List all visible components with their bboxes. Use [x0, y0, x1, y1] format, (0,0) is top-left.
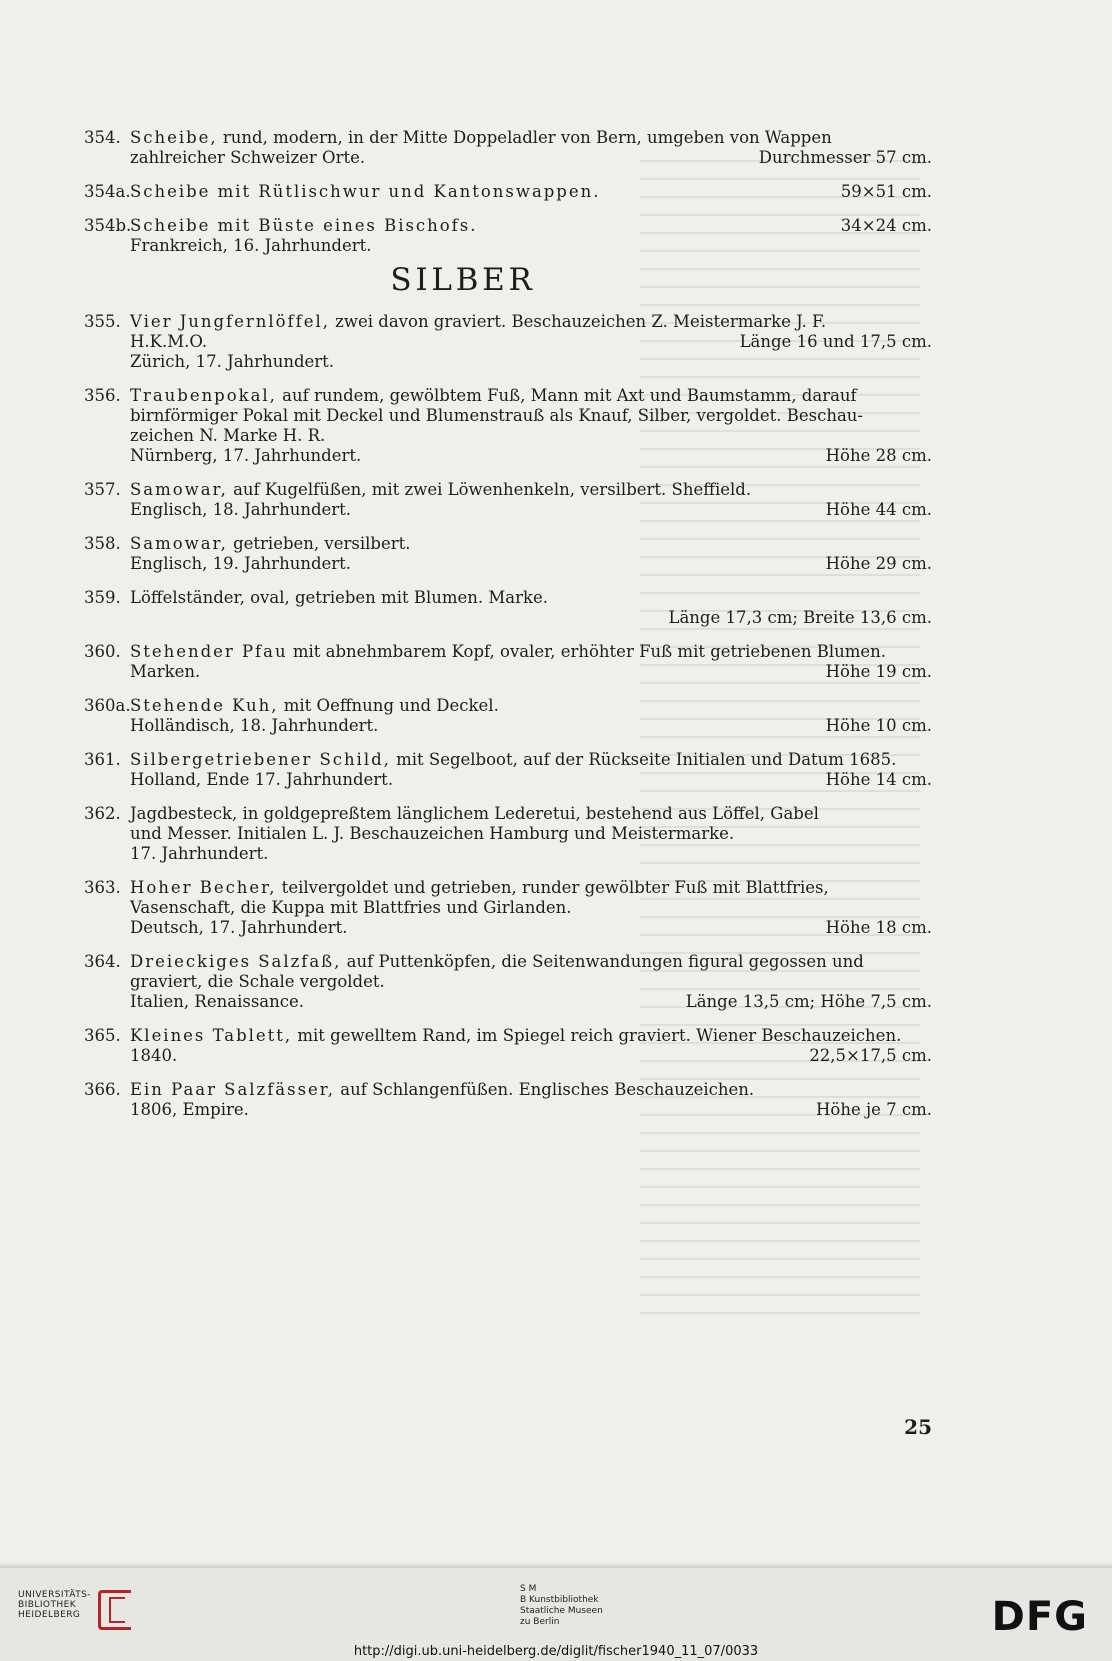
- entry-body: [130, 642, 932, 682]
- description: birnförmiger Pokal mit Deckel und Blumenstrauß als Knauf, Silber, vergoldet. Beschau-: [130, 406, 864, 425]
- entry-text: [130, 972, 385, 992]
- entry-line: [130, 426, 932, 446]
- object-name: Kleines Tablett,: [130, 1026, 293, 1045]
- entry-line: [130, 696, 932, 716]
- entry-text: [130, 992, 304, 1012]
- entry-number: 354b.: [84, 216, 132, 235]
- smb-logo[interactable]: S M B Kunstbibliothek Staatliche Museen zu Berlin: [520, 1584, 603, 1627]
- entry-number: 364.: [84, 952, 121, 971]
- entry-text: [130, 696, 499, 716]
- description: teilvergoldet und getrieben, runder gewölbter Fuß mit Blattfries,: [276, 878, 829, 897]
- entry-line: [130, 1100, 932, 1120]
- catalog-entry: [84, 128, 932, 168]
- entry-text: [130, 804, 819, 824]
- entries-before-heading: [84, 128, 932, 256]
- entry-text: [130, 824, 734, 844]
- description: Frankreich, 16. Jahrhundert.: [130, 236, 372, 255]
- permalink-url[interactable]: http://digi.ub.uni-heidelberg.de/diglit/fischer1940_11_07/0033: [353, 1644, 759, 1659]
- entry-line: [130, 148, 932, 168]
- entry-body: [130, 1080, 932, 1120]
- entry-text: [130, 352, 334, 372]
- entry-text: [130, 312, 826, 332]
- entry-number: 360a.: [84, 696, 131, 715]
- object-name: Scheibe mit Rütlischwur und Kantonswappen.: [130, 182, 601, 201]
- entry-body: [130, 386, 932, 466]
- entry-text: [130, 534, 411, 554]
- object-name: Samowar,: [130, 534, 228, 553]
- description: mit Oeffnung und Deckel.: [278, 696, 499, 715]
- ub-logo-icon: [98, 1590, 131, 1630]
- description: Holland, Ende 17. Jahrhundert.: [130, 770, 394, 789]
- object-name: Samowar,: [130, 480, 228, 499]
- entry-number: 362.: [84, 804, 121, 823]
- entry-line: [130, 1026, 932, 1046]
- entry-text: [130, 918, 348, 938]
- description: Löffelständer, oval, getrieben mit Blumen. Marke.: [130, 588, 549, 607]
- description: Italien, Renaissance.: [130, 992, 304, 1011]
- object-name: Ein Paar Salzfässer,: [130, 1080, 336, 1099]
- entry-text: [130, 406, 863, 426]
- entry-line: [130, 642, 932, 662]
- entry-body: [130, 312, 932, 372]
- entry-number: 365.: [84, 1026, 121, 1045]
- catalog-entry: [84, 878, 932, 938]
- entry-line: [130, 972, 932, 992]
- entry-number: 357.: [84, 480, 121, 499]
- entry-text: [130, 386, 857, 406]
- entry-line: [130, 1080, 932, 1100]
- entry-text: [130, 426, 325, 446]
- entry-number: 354a.: [84, 182, 131, 201]
- entries-list: [84, 312, 932, 1120]
- entry-number: 366.: [84, 1080, 121, 1099]
- entry-line: [130, 182, 932, 202]
- description: mit Segelboot, auf der Rückseite Initialen und Datum 1685.: [390, 750, 897, 769]
- description: mit gewelltem Rand, im Spiegel reich graviert. Wiener Beschauzeichen.: [292, 1026, 902, 1045]
- entry-text: [130, 716, 378, 736]
- entry-line: [130, 844, 932, 864]
- entry-text: [130, 878, 829, 898]
- dimensions: Höhe 18 cm.: [825, 918, 932, 937]
- dfg-logo[interactable]: DFG: [991, 1594, 1088, 1640]
- catalog-entry: [84, 216, 932, 256]
- catalog-entry: [84, 1080, 932, 1120]
- entry-line: [130, 216, 932, 236]
- entry-body: [130, 750, 932, 790]
- description: und Messer. Initialen L. J. Beschauzeichen Hamburg und Meistermarke.: [130, 824, 735, 843]
- entry-number: 358.: [84, 534, 121, 553]
- description: 1840.: [130, 1046, 178, 1065]
- entry-body: [130, 216, 932, 256]
- object-name: Stehende Kuh,: [130, 696, 279, 715]
- entry-line: [130, 128, 932, 148]
- dimensions: 59×51 cm.: [840, 182, 932, 201]
- entry-line: [130, 480, 932, 500]
- entry-line: [130, 824, 932, 844]
- entry-line: [130, 992, 932, 1012]
- entry-body: [130, 878, 932, 938]
- dimensions: Höhe 14 cm.: [825, 770, 932, 789]
- description: zeichen N. Marke H. R.: [130, 426, 326, 445]
- dimensions: 34×24 cm.: [840, 216, 932, 235]
- object-name: Scheibe mit Büste eines Bischofs.: [130, 216, 478, 235]
- entry-line: [130, 662, 932, 682]
- entry-text: [130, 446, 361, 466]
- object-name: Dreieckiges Salzfaß,: [130, 952, 342, 971]
- entry-line: [130, 750, 932, 770]
- entry-line: [130, 588, 932, 608]
- entry-body: [130, 952, 932, 1012]
- entry-text: [130, 500, 351, 520]
- entry-line: [130, 446, 932, 466]
- entry-text: [130, 844, 268, 864]
- object-name: Scheibe,: [130, 128, 218, 147]
- description: Jagdbesteck, in goldgepreßtem länglichem Lederetui, bestehend aus Löffel, Gabel: [130, 804, 819, 823]
- object-name: Hoher Becher,: [130, 878, 277, 897]
- catalog-entry: [84, 480, 932, 520]
- entry-text: [130, 770, 393, 790]
- dimensions: Höhe 10 cm.: [825, 716, 932, 735]
- entry-body: [130, 182, 932, 202]
- entry-text: [130, 642, 886, 662]
- entry-line: [130, 878, 932, 898]
- entry-body: [130, 804, 932, 864]
- dimensions: Höhe je 7 cm.: [816, 1100, 932, 1119]
- entry-number: 355.: [84, 312, 121, 331]
- entry-text: [130, 216, 477, 236]
- description: 1806, Empire.: [130, 1100, 249, 1119]
- entry-number: 359.: [84, 588, 121, 607]
- dimensions: Durchmesser 57 cm.: [758, 148, 932, 167]
- catalog-entry: [84, 534, 932, 574]
- description: H.K.M.O.: [130, 332, 208, 351]
- entry-body: [130, 534, 932, 574]
- entry-line: [130, 406, 932, 426]
- catalog-entry: [84, 804, 932, 864]
- page-number: 25: [904, 1415, 932, 1439]
- catalog-entry: [84, 952, 932, 1012]
- catalog-entry: [84, 642, 932, 682]
- entry-text: [130, 898, 572, 918]
- entry-text: [130, 662, 200, 682]
- description: zwei davon graviert. Beschauzeichen Z. Meistermarke J. F.: [329, 312, 827, 331]
- entry-text: [130, 1100, 249, 1120]
- entry-text: [130, 128, 832, 148]
- entry-line: [130, 952, 932, 972]
- entry-line: [130, 386, 932, 406]
- entry-text: [130, 750, 896, 770]
- entry-line: [130, 716, 932, 736]
- catalog-entry: [84, 1026, 932, 1066]
- object-name: Vier Jungfernlöffel,: [130, 312, 330, 331]
- entry-text: [130, 952, 864, 972]
- entry-number: 363.: [84, 878, 121, 897]
- object-name: Traubenpokal,: [130, 386, 277, 405]
- page-content: [84, 128, 932, 1134]
- entry-text: [130, 1046, 177, 1066]
- object-name: Stehender Pfau: [130, 642, 288, 661]
- entry-text: [130, 480, 751, 500]
- catalog-entry: [84, 386, 932, 466]
- description: Deutsch, 17. Jahrhundert.: [130, 918, 348, 937]
- description: getrieben, versilbert.: [227, 534, 411, 553]
- entry-number: 354.: [84, 128, 121, 147]
- entry-line: [130, 608, 932, 628]
- entry-body: [130, 588, 932, 628]
- description: mit abnehmbarem Kopf, ovaler, erhöhter Fuß mit getriebenen Blumen.: [287, 642, 887, 661]
- entry-number: 361.: [84, 750, 121, 769]
- description: 17. Jahrhundert.: [130, 844, 269, 863]
- description: auf Schlangenfüßen. Englisches Beschauzeichen.: [335, 1080, 755, 1099]
- entry-line: [130, 534, 932, 554]
- entry-line: [130, 352, 932, 372]
- dimensions: Höhe 19 cm.: [825, 662, 932, 681]
- section-heading: SILBER: [390, 262, 536, 298]
- entry-text: [130, 588, 548, 608]
- entry-body: [130, 480, 932, 520]
- description: graviert, die Schale vergoldet.: [130, 972, 385, 991]
- description: Nürnberg, 17. Jahrhundert.: [130, 446, 362, 465]
- dimensions: Höhe 28 cm.: [825, 446, 932, 465]
- entry-line: [130, 554, 932, 574]
- entry-body: [130, 1026, 932, 1066]
- entry-line: [130, 898, 932, 918]
- entry-text: [130, 148, 365, 168]
- entry-line: [130, 332, 932, 352]
- catalog-entry: [84, 312, 932, 372]
- entry-text: [130, 182, 600, 202]
- entry-line: [130, 918, 932, 938]
- entry-text: [130, 236, 372, 256]
- entry-text: [130, 1080, 754, 1100]
- entry-number: 356.: [84, 386, 121, 405]
- catalog-entry: [84, 588, 932, 628]
- description: Holländisch, 18. Jahrhundert.: [130, 716, 379, 735]
- entry-line: [130, 770, 932, 790]
- dimensions: Höhe 44 cm.: [825, 500, 932, 519]
- description: Marken.: [130, 662, 201, 681]
- dimensions: Länge 16 und 17,5 cm.: [739, 332, 932, 351]
- catalog-entry: [84, 696, 932, 736]
- entry-line: [130, 312, 932, 332]
- entry-line: [130, 804, 932, 824]
- entry-body: [130, 696, 932, 736]
- dimensions: 22,5×17,5 cm.: [809, 1046, 932, 1065]
- catalog-entry: [84, 750, 932, 790]
- entry-text: [130, 554, 351, 574]
- description: zahlreicher Schweizer Orte.: [130, 148, 366, 167]
- dimensions: Länge 13,5 cm; Höhe 7,5 cm.: [685, 992, 932, 1011]
- catalog-entry: [84, 182, 932, 202]
- dimensions: Höhe 29 cm.: [825, 554, 932, 573]
- entry-body: [130, 128, 932, 168]
- description: Englisch, 18. Jahrhundert.: [130, 500, 352, 519]
- entry-number: 360.: [84, 642, 121, 661]
- description: auf Kugelfüßen, mit zwei Löwenhenkeln, versilbert. Sheffield.: [227, 480, 752, 499]
- description: Vasenschaft, die Kuppa mit Blattfries und Girlanden.: [130, 898, 572, 917]
- description: rund, modern, in der Mitte Doppeladler von Bern, umgeben von Wappen: [217, 128, 832, 147]
- description: auf Puttenköpfen, die Seitenwandungen figural gegossen und: [341, 952, 864, 971]
- entry-line: [130, 1046, 932, 1066]
- entry-line: [130, 236, 932, 256]
- description: auf rundem, gewölbtem Fuß, Mann mit Axt und Baumstamm, darauf: [276, 386, 857, 405]
- entry-text: [130, 332, 207, 352]
- description: Zürich, 17. Jahrhundert.: [130, 352, 335, 371]
- description: Englisch, 19. Jahrhundert.: [130, 554, 352, 573]
- ub-heidelberg-logo[interactable]: UNIVERSITÄTS- BIBLIOTHEK HEIDELBERG: [18, 1590, 92, 1620]
- dimensions: Länge 17,3 cm; Breite 13,6 cm.: [668, 608, 932, 627]
- footer-bar: [0, 1568, 1112, 1661]
- entry-line: [130, 500, 932, 520]
- object-name: Silbergetriebener Schild,: [130, 750, 391, 769]
- entry-text: [130, 1026, 901, 1046]
